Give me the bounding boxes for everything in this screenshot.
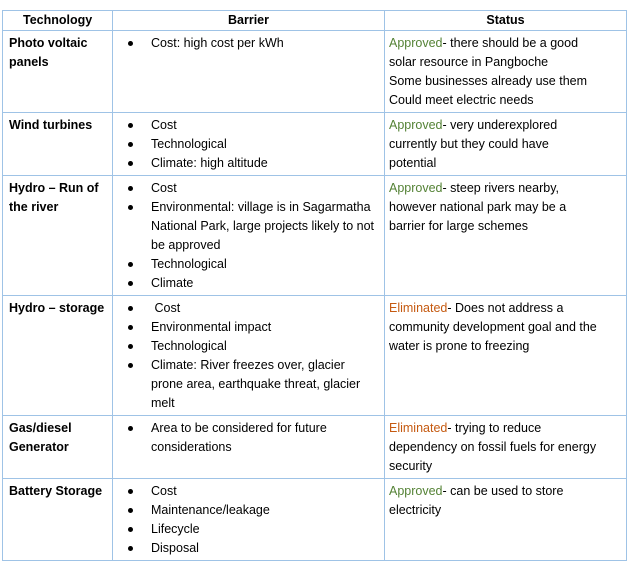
barrier-list xyxy=(113,34,380,53)
technology-name-line: the river xyxy=(9,200,59,214)
barrier-item: Climate: River freezes over, glacier prone area, earthquake threat, glacier melt xyxy=(113,356,380,413)
status-text: - steep rivers nearby, xyxy=(442,181,559,195)
status-badge-approved: Approved xyxy=(389,36,443,50)
status-line: Some businesses already use them xyxy=(389,74,588,88)
barrier-item: Technological xyxy=(113,135,380,154)
status-line: however national park may be a xyxy=(389,200,567,214)
status-line: Could meet electric needs xyxy=(389,93,534,107)
technology-name-line: Photo voltaic xyxy=(9,36,88,50)
status-cell xyxy=(385,113,627,176)
barrier-item: Technological xyxy=(113,337,380,356)
table-row xyxy=(3,176,627,296)
technology-name-line: Hydro – Run of xyxy=(9,181,99,195)
status-line: currently but they could have xyxy=(389,137,549,151)
status-cell xyxy=(385,479,627,561)
barrier-cell xyxy=(113,31,385,113)
status-text: - very underexplored xyxy=(442,118,558,132)
table-row xyxy=(3,479,627,561)
status-cell xyxy=(385,31,627,113)
barrier-item: Environmental: village is in Sagarmatha National Park, large projects likely to not be approved xyxy=(113,198,380,255)
barrier-list xyxy=(113,116,380,173)
barrier-list xyxy=(113,299,380,413)
barrier-cell xyxy=(113,296,385,416)
barrier-item: Area to be considered for future considerations xyxy=(113,419,380,457)
status-line xyxy=(389,299,622,318)
status-line: community development goal and the xyxy=(389,320,597,334)
status-cell xyxy=(385,296,627,416)
barrier-item: Climate xyxy=(113,274,380,293)
status-line: potential xyxy=(389,156,437,170)
status-line: dependency on fossil fuels for energy xyxy=(389,440,597,454)
barrier-item: Climate: high altitude xyxy=(113,154,380,173)
table-row xyxy=(3,113,627,176)
barrier-cell xyxy=(113,479,385,561)
status-line xyxy=(389,116,622,135)
barrier-list xyxy=(113,179,380,293)
header-barrier: Barrier xyxy=(113,11,385,31)
status-line xyxy=(389,34,622,53)
technology-cell xyxy=(3,176,113,296)
barrier-item: Technological xyxy=(113,255,380,274)
status-line: electricity xyxy=(389,503,442,517)
header-status: Status xyxy=(385,11,627,31)
barrier-item: Cost xyxy=(113,179,380,198)
header-technology: Technology xyxy=(3,11,113,31)
status-line xyxy=(389,419,622,438)
status-line: water is prone to freezing xyxy=(389,339,530,353)
barrier-cell xyxy=(113,416,385,479)
barrier-item: Cost xyxy=(113,482,380,501)
status-line: barrier for large schemes xyxy=(389,219,528,233)
technology-name-line: Battery Storage xyxy=(9,484,103,498)
status-text: - can be used to store xyxy=(442,484,564,498)
barrier-list xyxy=(113,482,380,558)
header-row xyxy=(3,11,627,31)
status-badge-eliminated: Eliminated xyxy=(389,421,448,435)
status-text: - Does not address a xyxy=(447,301,564,315)
status-line: solar resource in Pangboche xyxy=(389,55,549,69)
technology-cell xyxy=(3,296,113,416)
technology-cell xyxy=(3,31,113,113)
barrier-item: Maintenance/leakage xyxy=(113,501,380,520)
technology-name-line: Wind turbines xyxy=(9,118,93,132)
technology-cell xyxy=(3,479,113,561)
barrier-item: Cost: high cost per kWh xyxy=(113,34,380,53)
technology-table-wrapper xyxy=(2,10,627,561)
barrier-item: Cost xyxy=(113,299,380,318)
barrier-item: Environmental impact xyxy=(113,318,380,337)
technology-name-line: Gas/diesel xyxy=(9,421,72,435)
barrier-item: Cost xyxy=(113,116,380,135)
status-cell xyxy=(385,176,627,296)
technology-barrier-table xyxy=(2,10,627,561)
status-badge-approved: Approved xyxy=(389,118,443,132)
status-line xyxy=(389,179,622,198)
barrier-list xyxy=(113,419,380,457)
table-row xyxy=(3,416,627,479)
barrier-cell xyxy=(113,176,385,296)
technology-cell xyxy=(3,416,113,479)
status-badge-approved: Approved xyxy=(389,181,443,195)
status-badge-approved: Approved xyxy=(389,484,443,498)
status-badge-eliminated: Eliminated xyxy=(389,301,448,315)
table-row xyxy=(3,296,627,416)
status-text: - trying to reduce xyxy=(447,421,542,435)
barrier-cell xyxy=(113,113,385,176)
status-line: security xyxy=(389,459,433,473)
technology-name-line: Generator xyxy=(9,440,69,454)
technology-name-line: panels xyxy=(9,55,49,69)
status-cell xyxy=(385,416,627,479)
technology-name-line: Hydro – storage xyxy=(9,301,105,315)
technology-cell xyxy=(3,113,113,176)
barrier-item: Lifecycle xyxy=(113,520,380,539)
status-line xyxy=(389,482,622,501)
table-row xyxy=(3,31,627,113)
barrier-item: Disposal xyxy=(113,539,380,558)
status-text: - there should be a good xyxy=(442,36,579,50)
